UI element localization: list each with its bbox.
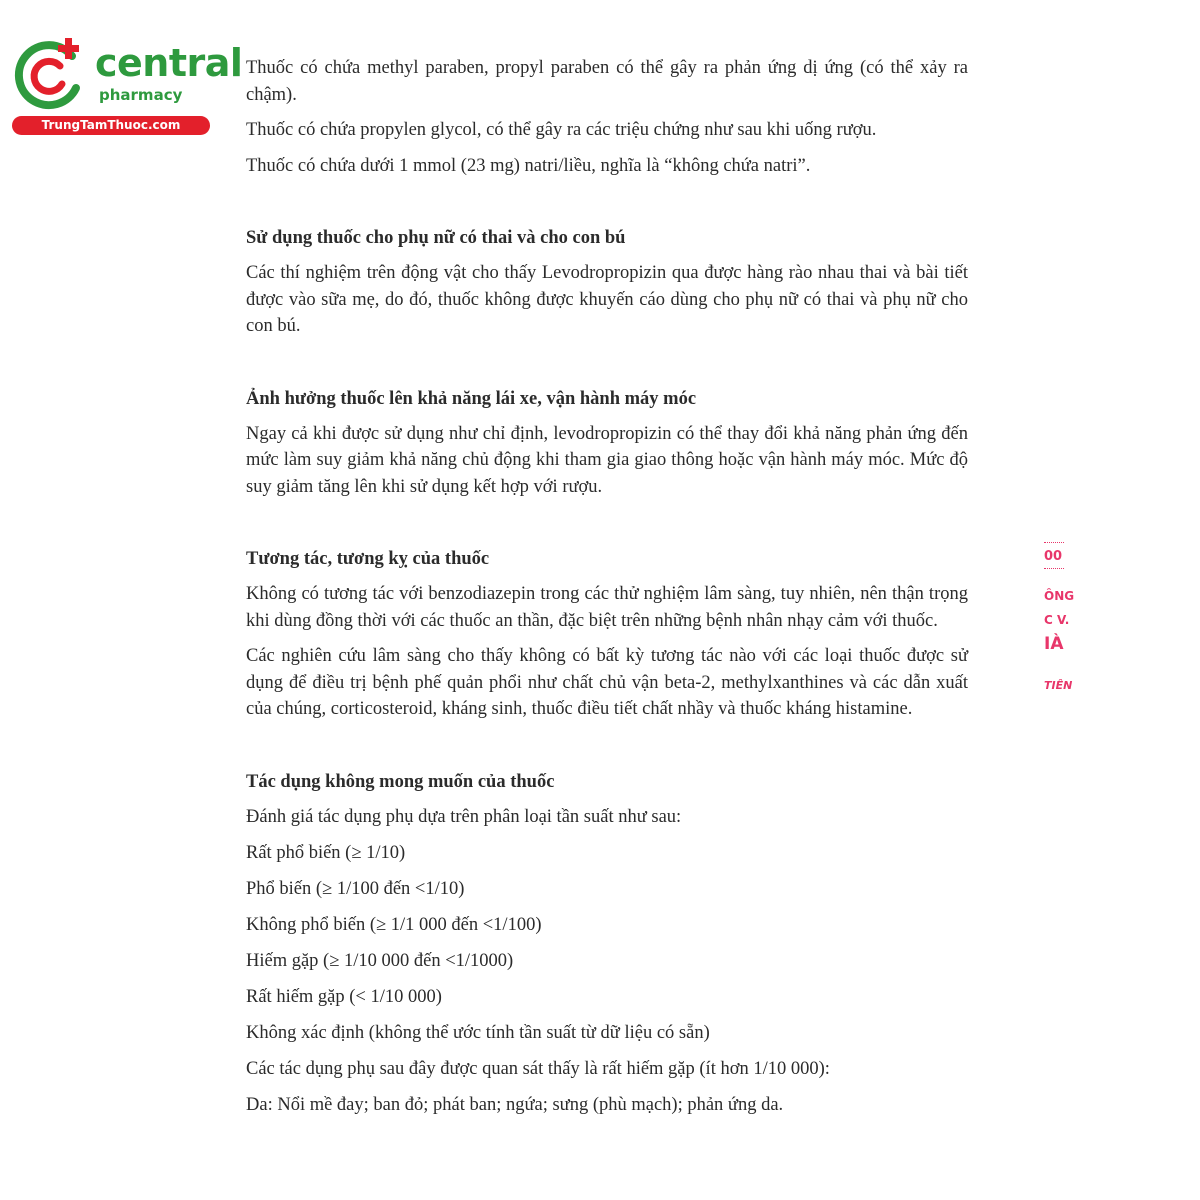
section-heading: Tác dụng không mong muốn của thuốc — [246, 771, 555, 792]
adverse-line: Da: Nổi mề đay; ban đỏ; phát ban; ngứa; sưng (phù mạch); phản ứng da. — [246, 1094, 784, 1115]
frequency-line: Không phổ biến (≥ 1/1 000 đến <1/100) — [246, 914, 542, 935]
stamp-text: C V. — [1044, 613, 1070, 627]
stamp-text: TIÊN — [1044, 679, 1073, 692]
stamp-text: IÀ — [1044, 634, 1064, 654]
frequency-line: Rất phổ biến (≥ 1/10) — [246, 842, 406, 863]
pharmacy-cross-logo-icon — [10, 36, 88, 114]
section-paragraph: Các thí nghiệm trên động vật cho thấy Levodropropizin qua được hàng rào nhau thai và bài tiết được vào sữa mẹ, do đó, thuốc không được khuyến cáo dùng cho phụ nữ có thai và phụ nữ cho con bú. — [246, 263, 968, 336]
section-pregnancy — [246, 225, 968, 340]
brand-logo — [10, 36, 243, 136]
section-heading: Tương tác, tương kỵ của thuốc — [246, 549, 490, 569]
logo-tagline: pharmacy — [99, 86, 183, 104]
section-paragraph: Không có tương tác với benzodiazepin trong các thử nghiệm lâm sàng, tuy nhiên, nên thận trọng khi dùng đồng thời với các thuốc an thần, đặc biệt trên những bệnh nhân nhạy cảm với thuốc. — [246, 584, 968, 631]
approval-stamp-fragment — [1040, 540, 1075, 710]
frequency-line: Phổ biến (≥ 1/100 đến <1/10) — [246, 878, 465, 899]
intro-block — [246, 55, 968, 179]
frequency-line: Rất hiếm gặp (< 1/10 000) — [246, 986, 442, 1007]
stamp-text: 00 — [1044, 549, 1063, 564]
section-paragraph: Các nghiên cứu lâm sàng cho thấy không có bất kỳ tương tác nào với các loại thuốc được sử dụng để điều trị bệnh phế quản phổi như chất chủ vận beta-2, methylxanthines và các dẫn xuất của chúng, corticosteroid, kháng sinh, thuốc điều tiết chất nhầy và thuốc kháng histamine. — [246, 646, 968, 719]
stamp-rule — [1044, 542, 1064, 543]
document-body — [246, 55, 968, 1118]
frequency-line: Hiếm gặp (≥ 1/10 000 đến <1/1000) — [246, 950, 514, 971]
section-heading: Ảnh hưởng thuốc lên khả năng lái xe, vận hành máy móc — [246, 388, 697, 409]
intro-paragraph: Thuốc có chứa methyl paraben, propyl paraben có thể gây ra phản ứng dị ứng (có thể xảy ra chậm). — [246, 58, 968, 105]
section-driving — [246, 386, 968, 501]
intro-paragraph: Thuốc có chứa propylen glycol, có thể gây ra các triệu chứng như sau khi uống rượu. — [246, 120, 877, 140]
frequency-line: Không xác định (không thể ước tính tần suất từ dữ liệu có sẵn) — [246, 1022, 710, 1043]
stamp-text: ÔNG — [1044, 589, 1075, 603]
section-paragraph: Ngay cả khi được sử dụng như chỉ định, levodropropizin có thể thay đổi khả năng phản ứng đến mức làm suy giảm khả năng chủ động khi tham gia giao thông hoặc vận hành máy móc. Mức độ suy giảm tăng lên khi sử dụng kết hợp với rượu. — [246, 423, 968, 497]
stamp-rule — [1044, 568, 1064, 569]
section-interactions — [246, 546, 968, 723]
section-adverse-effects — [246, 769, 968, 1118]
logo-website: TrungTamThuoc.com — [12, 116, 210, 135]
logo-name: central — [95, 41, 243, 85]
section-heading: Sử dụng thuốc cho phụ nữ có thai và cho con bú — [246, 228, 626, 248]
adverse-line: Các tác dụng phụ sau đây được quan sát thấy là rất hiếm gặp (ít hơn 1/10 000): — [246, 1058, 830, 1079]
intro-paragraph: Thuốc có chứa dưới 1 mmol (23 mg) natri/liều, nghĩa là “không chứa natri”. — [246, 155, 811, 176]
adverse-line: Đánh giá tác dụng phụ dựa trên phân loại tần suất như sau: — [246, 806, 682, 827]
